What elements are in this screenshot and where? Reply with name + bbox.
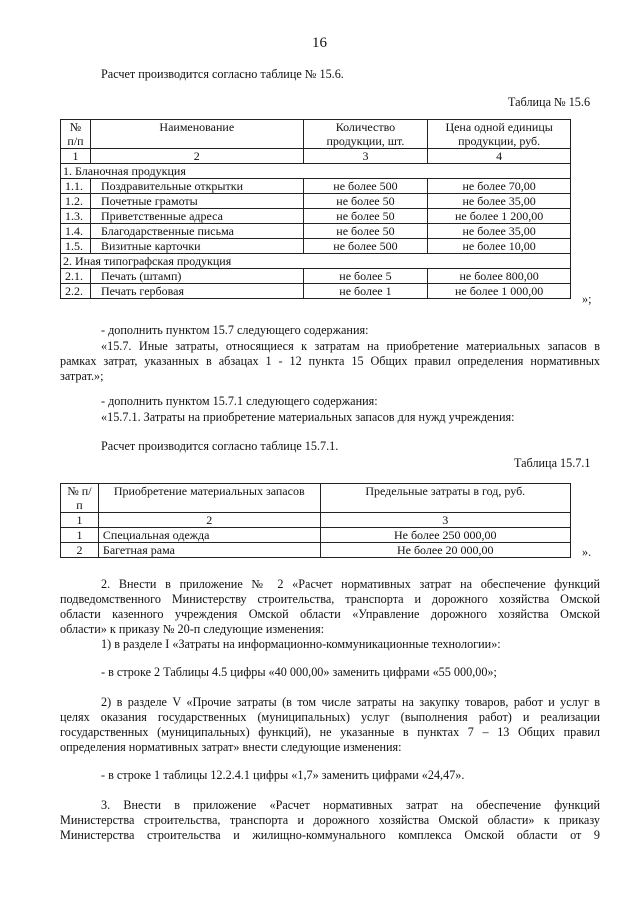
index-cell: 4	[428, 149, 571, 164]
text-line: рамках затрат, указанных в абзацах 1 - 12 пункта 15 Общих правил определения нормативных	[60, 354, 600, 368]
table-15-6	[60, 119, 571, 299]
row-name: Печать гербовая	[90, 284, 303, 299]
row-name: Благодарственные письма	[90, 224, 303, 239]
row-quantity: не более 500	[303, 179, 428, 194]
add-15-7-1-line: - дополнить пунктом 15.7.1 следующего содержания:	[101, 394, 378, 408]
row-quantity: не более 500	[303, 239, 428, 254]
row-name: Почетные грамоты	[90, 194, 303, 209]
intro-line: Расчет производится согласно таблице № 15.6.	[101, 67, 344, 81]
row-quantity: не более 50	[303, 224, 428, 239]
page-number: 16	[312, 35, 327, 51]
table-row	[61, 269, 571, 284]
add-15-7-line: - дополнить пунктом 15.7 следующего содержания:	[101, 323, 369, 337]
table-row	[61, 543, 571, 558]
table2-caption: Таблица 15.7.1	[514, 456, 591, 470]
index-cell: 2	[98, 513, 320, 528]
section-row	[61, 164, 571, 179]
table-row	[61, 179, 571, 194]
text-line: затрат.»;	[60, 369, 104, 383]
col-header-name: Приобретение материальных запасов	[98, 484, 320, 513]
col-header-limit: Предельные затраты в год, руб.	[320, 484, 570, 513]
item-3	[60, 798, 600, 843]
row-price: не более 35,00	[428, 224, 571, 239]
text-line: области» к приказу № 20-п следующие изменения:	[60, 622, 325, 636]
table2-closing-mark: ».	[582, 545, 592, 559]
text-line: целях оказания государственных (муниципальных) услуг (выполнения работ) и реализации	[60, 710, 600, 724]
row-quantity: не более 50	[303, 209, 428, 224]
row-quantity: не более 1	[303, 284, 428, 299]
row-name: Приветственные адреса	[90, 209, 303, 224]
row-price: не более 800,00	[428, 269, 571, 284]
table-index-row	[61, 149, 571, 164]
row-number: 1	[61, 528, 99, 543]
row-price: не более 1 200,00	[428, 209, 571, 224]
col-header-price: Цена одной единицы продукции, руб.	[428, 120, 571, 149]
row-number: 1.3.	[61, 209, 91, 224]
index-cell: 1	[61, 513, 99, 528]
index-cell: 3	[303, 149, 428, 164]
text-line: подведомственного Министерству строительства, транспорта и дорожного хозяйства Омской	[60, 592, 600, 606]
table-row	[61, 528, 571, 543]
text-line: государственных (муниципальных) функций), не указанные в пунктах 7 – 13 Общих правил	[60, 725, 600, 739]
item-2-sub-1-change: - в строке 2 Таблицы 4.5 цифры «40 000,00» заменить цифрами «55 000,00»;	[101, 665, 497, 679]
row-number: 1.4.	[61, 224, 91, 239]
col-header-number: № п/п	[61, 120, 91, 149]
row-name: Багетная рама	[98, 543, 320, 558]
row-price: не более 70,00	[428, 179, 571, 194]
row-limit: Не более 20 000,00	[320, 543, 570, 558]
table-15-7-1	[60, 483, 571, 558]
table-row	[61, 284, 571, 299]
col-header-quantity: Количество продукции, шт.	[303, 120, 428, 149]
text-line: 2. Внести в приложение № 2 «Расчет нормативных затрат на обеспечение функций	[101, 577, 600, 591]
col-header-name: Наименование	[90, 120, 303, 149]
row-quantity: не более 50	[303, 194, 428, 209]
row-name: Печать (штамп)	[90, 269, 303, 284]
row-number: 2.1.	[61, 269, 91, 284]
text-line: определения нормативных затрат» внести следующие изменения:	[60, 740, 402, 754]
row-limit: Не более 250 000,00	[320, 528, 570, 543]
item-2	[60, 577, 600, 637]
text-line: Министерства строительства и жилищно-коммунального комплекса Омской области от 9	[60, 828, 600, 842]
index-cell: 3	[320, 513, 570, 528]
table-index-row	[61, 513, 571, 528]
row-price: не более 10,00	[428, 239, 571, 254]
table-header-row	[61, 484, 571, 513]
table-row	[61, 239, 571, 254]
text-line: 3. Внести в приложение «Расчет нормативных затрат на обеспечение функций	[101, 798, 600, 812]
section-title: 2. Иная типографская продукция	[61, 254, 571, 269]
item-2-sub-2-change: - в строке 1 таблицы 12.2.4.1 цифры «1,7» заменить цифрами «24,47».	[101, 768, 465, 782]
section-title: 1. Бланочная продукция	[61, 164, 571, 179]
item-2-sub-1: 1) в разделе I «Затраты на информационно-коммуникационные технологии»:	[101, 637, 501, 651]
text-line: Министерства строительства, транспорта и дорожного хозяйства Омской области» к приказу	[60, 813, 600, 827]
item-2-sub-2	[60, 695, 600, 755]
row-number: 2.2.	[61, 284, 91, 299]
table-row	[61, 209, 571, 224]
col-header-number: № п/п	[61, 484, 99, 513]
text-line: «15.7. Иные затраты, относящиеся к затратам на приобретение материальных запасов в	[101, 339, 600, 353]
table-row	[61, 224, 571, 239]
section-row	[61, 254, 571, 269]
row-name: Визитные карточки	[90, 239, 303, 254]
table1-caption: Таблица № 15.6	[508, 95, 591, 109]
row-price: не более 1 000,00	[428, 284, 571, 299]
row-number: 1.1.	[61, 179, 91, 194]
table-row	[61, 194, 571, 209]
index-cell: 1	[61, 149, 91, 164]
row-quantity: не более 5	[303, 269, 428, 284]
row-number: 1.5.	[61, 239, 91, 254]
calc-line-2: Расчет производится согласно таблице 15.7.1.	[101, 439, 339, 453]
table1-closing-mark: »;	[582, 292, 592, 306]
row-number: 1.2.	[61, 194, 91, 209]
row-number: 2	[61, 543, 99, 558]
index-cell: 2	[90, 149, 303, 164]
text-line: области казенного учреждения Омской области «Управление дорожного хозяйства Омской	[60, 607, 600, 621]
para-15-7-1: «15.7.1. Затраты на приобретение материальных запасов для нужд учреждения:	[101, 410, 515, 424]
text-line: 2) в разделе V «Прочие затраты (в том числе затраты на закупку товаров, работ и услуг в	[101, 695, 600, 709]
table-header-row	[61, 120, 571, 149]
row-price: не более 35,00	[428, 194, 571, 209]
row-name: Специальная одежда	[98, 528, 320, 543]
row-name: Поздравительные открытки	[90, 179, 303, 194]
para-15-7	[60, 339, 600, 384]
